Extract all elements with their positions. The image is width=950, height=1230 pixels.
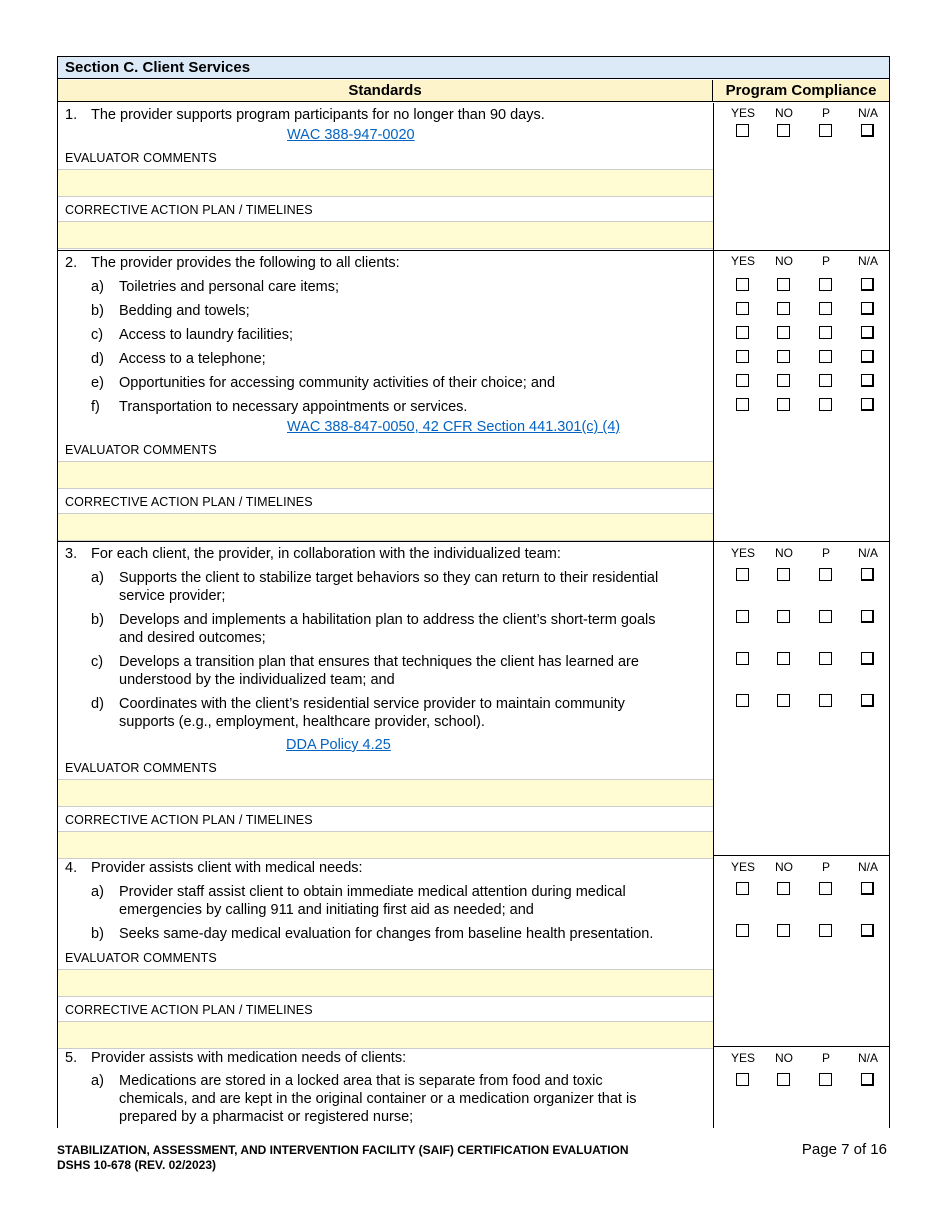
p-checkbox[interactable] (819, 326, 832, 339)
yes-checkbox[interactable] (736, 694, 749, 707)
na-checkbox[interactable] (861, 398, 874, 411)
compliance-table (57, 56, 890, 1128)
yes-checkbox[interactable] (736, 124, 749, 137)
sub-letter: a) (91, 570, 104, 586)
p-checkbox[interactable] (819, 302, 832, 315)
standard-item-1 (58, 103, 889, 251)
cap-label: CORRECTIVE ACTION PLAN / TIMELINES (65, 1003, 313, 1017)
sub-letter: c) (91, 654, 104, 670)
na-header: N/A (857, 546, 878, 560)
sub-text: Access to a telephone; (119, 351, 266, 367)
form-title: STABILIZATION, ASSESSMENT, AND INTERVENTION FACILITY (SAIF) CERTIFICATION EVALUATION (57, 1143, 629, 1157)
sub-letter: e) (91, 375, 104, 391)
cap-label: CORRECTIVE ACTION PLAN / TIMELINES (65, 813, 313, 827)
na-header: N/A (857, 106, 878, 120)
regulation-link-cfr[interactable]: , 42 CFR Section 441.301(c) (4) (414, 419, 621, 435)
evaluator-comments-field[interactable] (58, 969, 713, 997)
evaluator-comments-label: EVALUATOR COMMENTS (65, 761, 217, 775)
sub-text: Bedding and towels; (119, 303, 250, 319)
item-text: For each client, the provider, in collaboration with the individualized team: (91, 546, 561, 562)
p-checkbox[interactable] (819, 610, 832, 623)
item-number: 3. (65, 546, 78, 562)
sub-text: Coordinates with the client’s residential service provider to maintain community (119, 696, 625, 712)
evaluator-comments-label: EVALUATOR COMMENTS (65, 151, 217, 165)
item-text: Provider assists client with medical needs: (91, 860, 363, 876)
standard-item-3 (58, 542, 889, 856)
no-checkbox[interactable] (777, 278, 790, 291)
p-header: P (821, 860, 830, 874)
item-number: 2. (65, 255, 78, 271)
p-checkbox[interactable] (819, 278, 832, 291)
yes-checkbox[interactable] (736, 924, 749, 937)
yes-checkbox[interactable] (736, 350, 749, 363)
sub-text: Transportation to necessary appointments or services. (119, 399, 468, 415)
sub-letter: f) (91, 399, 100, 415)
na-checkbox[interactable] (861, 124, 874, 137)
no-header: NO (775, 254, 793, 268)
na-checkbox[interactable] (861, 1073, 874, 1086)
regulation-link[interactable]: WAC 388-947-0020 (287, 127, 415, 143)
no-checkbox[interactable] (777, 302, 790, 315)
item-text: Provider assists with medication needs of clients: (91, 1050, 407, 1066)
section-title: Section C. Client Services (58, 57, 889, 79)
p-header: P (821, 546, 830, 560)
na-checkbox[interactable] (861, 350, 874, 363)
sub-letter: a) (91, 279, 104, 295)
yes-header: YES (730, 546, 755, 560)
na-checkbox[interactable] (861, 924, 874, 937)
yes-checkbox[interactable] (736, 652, 749, 665)
evaluator-comments-field[interactable] (58, 779, 713, 807)
cap-label: CORRECTIVE ACTION PLAN / TIMELINES (65, 203, 313, 217)
na-checkbox[interactable] (861, 568, 874, 581)
no-checkbox[interactable] (777, 350, 790, 363)
no-header: NO (775, 106, 793, 120)
p-checkbox[interactable] (819, 652, 832, 665)
p-checkbox[interactable] (819, 124, 832, 137)
standards-header: Standards (58, 80, 713, 102)
sub-letter: b) (91, 303, 104, 319)
cap-label: CORRECTIVE ACTION PLAN / TIMELINES (65, 495, 313, 509)
no-checkbox[interactable] (777, 374, 790, 387)
yes-checkbox[interactable] (736, 882, 749, 895)
sub-letter: d) (91, 351, 104, 367)
yes-checkbox[interactable] (736, 302, 749, 315)
evaluator-comments-field[interactable] (58, 169, 713, 197)
cap-field[interactable] (58, 1021, 713, 1049)
yes-checkbox[interactable] (736, 610, 749, 623)
na-header: N/A (857, 254, 878, 268)
no-checkbox[interactable] (777, 568, 790, 581)
yes-checkbox[interactable] (736, 374, 749, 387)
item-number: 4. (65, 860, 78, 876)
na-header: N/A (857, 860, 878, 874)
p-header: P (821, 254, 830, 268)
sub-text: Access to laundry facilities; (119, 327, 294, 343)
sub-text: service provider; (119, 588, 226, 604)
p-checkbox[interactable] (819, 924, 832, 937)
page-number: Page 7 of 16 (801, 1141, 887, 1158)
p-checkbox[interactable] (819, 694, 832, 707)
standard-item-2 (58, 251, 889, 542)
sub-text: Supports the client to stabilize target behaviors so they can return to their residential (119, 570, 659, 586)
p-header: P (821, 1051, 830, 1065)
sub-text: chemicals, and are kept in the original container or a medication organizer that is (119, 1091, 637, 1107)
sub-letter: a) (91, 884, 104, 900)
no-header: NO (775, 546, 793, 560)
yes-header: YES (730, 860, 755, 874)
cap-field[interactable] (58, 221, 713, 249)
na-header: N/A (857, 1051, 878, 1065)
yes-checkbox[interactable] (736, 568, 749, 581)
sub-text: Develops a transition plan that ensures that techniques the client has learned are (119, 654, 639, 670)
na-checkbox[interactable] (861, 610, 874, 623)
yes-checkbox[interactable] (736, 1073, 749, 1086)
p-header: P (821, 106, 830, 120)
no-checkbox[interactable] (777, 694, 790, 707)
no-checkbox[interactable] (777, 326, 790, 339)
form-footer (57, 1143, 629, 1173)
yes-header: YES (730, 1051, 755, 1065)
no-checkbox[interactable] (777, 398, 790, 411)
sub-text: emergencies by calling 911 and initiating first aid as needed; and (119, 902, 534, 918)
sub-text: Medications are stored in a locked area that is separate from food and toxic (119, 1073, 603, 1089)
compliance-header: Program Compliance (713, 80, 889, 102)
na-checkbox[interactable] (861, 694, 874, 707)
item-text: The provider provides the following to all clients: (91, 255, 400, 271)
no-header: NO (775, 1051, 793, 1065)
p-checkbox[interactable] (819, 882, 832, 895)
item-number: 5. (65, 1050, 78, 1066)
form-number: DSHS 10-678 (REV. 02/2023) (57, 1158, 216, 1172)
yes-header: YES (730, 106, 755, 120)
no-checkbox[interactable] (777, 882, 790, 895)
regulation-link-wac[interactable]: WAC 388-847-0050 (287, 419, 415, 435)
na-checkbox[interactable] (861, 882, 874, 895)
p-checkbox[interactable] (819, 1073, 832, 1086)
p-checkbox[interactable] (819, 398, 832, 411)
yes-header: YES (730, 254, 755, 268)
evaluator-comments-label: EVALUATOR COMMENTS (65, 951, 217, 965)
sub-text: and desired outcomes; (119, 630, 266, 646)
no-checkbox[interactable] (777, 610, 790, 623)
sub-letter: d) (91, 696, 104, 712)
na-checkbox[interactable] (861, 652, 874, 665)
yes-checkbox[interactable] (736, 326, 749, 339)
sub-text: Opportunities for accessing community activities of their choice; and (119, 375, 556, 391)
no-checkbox[interactable] (777, 1073, 790, 1086)
no-checkbox[interactable] (777, 124, 790, 137)
na-checkbox[interactable] (861, 302, 874, 315)
sub-letter: a) (91, 1073, 104, 1089)
item-number: 1. (65, 107, 78, 123)
no-header: NO (775, 860, 793, 874)
sub-text: prepared by a pharmacist or registered nurse; (119, 1109, 414, 1125)
sub-text: Toiletries and personal care items; (119, 279, 340, 295)
na-checkbox[interactable] (861, 278, 874, 291)
yes-checkbox[interactable] (736, 278, 749, 291)
standard-item-4 (58, 856, 889, 1047)
cap-field[interactable] (58, 513, 713, 541)
cap-field[interactable] (58, 831, 713, 859)
sub-text: Seeks same-day medical evaluation for changes from baseline health presentation. (119, 926, 654, 942)
sub-letter: b) (91, 612, 104, 628)
sub-text: supports (e.g., employment, healthcare provider, school). (119, 714, 485, 730)
p-checkbox[interactable] (819, 350, 832, 363)
no-checkbox[interactable] (777, 924, 790, 937)
evaluator-comments-field[interactable] (58, 461, 713, 489)
yes-checkbox[interactable] (736, 398, 749, 411)
standard-item-5 (58, 1047, 889, 1128)
no-checkbox[interactable] (777, 652, 790, 665)
na-checkbox[interactable] (861, 326, 874, 339)
na-checkbox[interactable] (861, 374, 874, 387)
sub-text: Provider staff assist client to obtain immediate medical attention during medical (119, 884, 626, 900)
sub-text: understood by the individualized team; and (119, 672, 395, 688)
p-checkbox[interactable] (819, 568, 832, 581)
evaluator-comments-label: EVALUATOR COMMENTS (65, 443, 217, 457)
policy-link[interactable]: DDA Policy 4.25 (286, 737, 391, 753)
sub-letter: b) (91, 926, 104, 942)
sub-text: Develops and implements a habilitation plan to address the client’s short-term goals (119, 612, 656, 628)
sub-letter: c) (91, 327, 104, 343)
item-text: The provider supports program participants for no longer than 90 days. (91, 107, 545, 123)
p-checkbox[interactable] (819, 374, 832, 387)
